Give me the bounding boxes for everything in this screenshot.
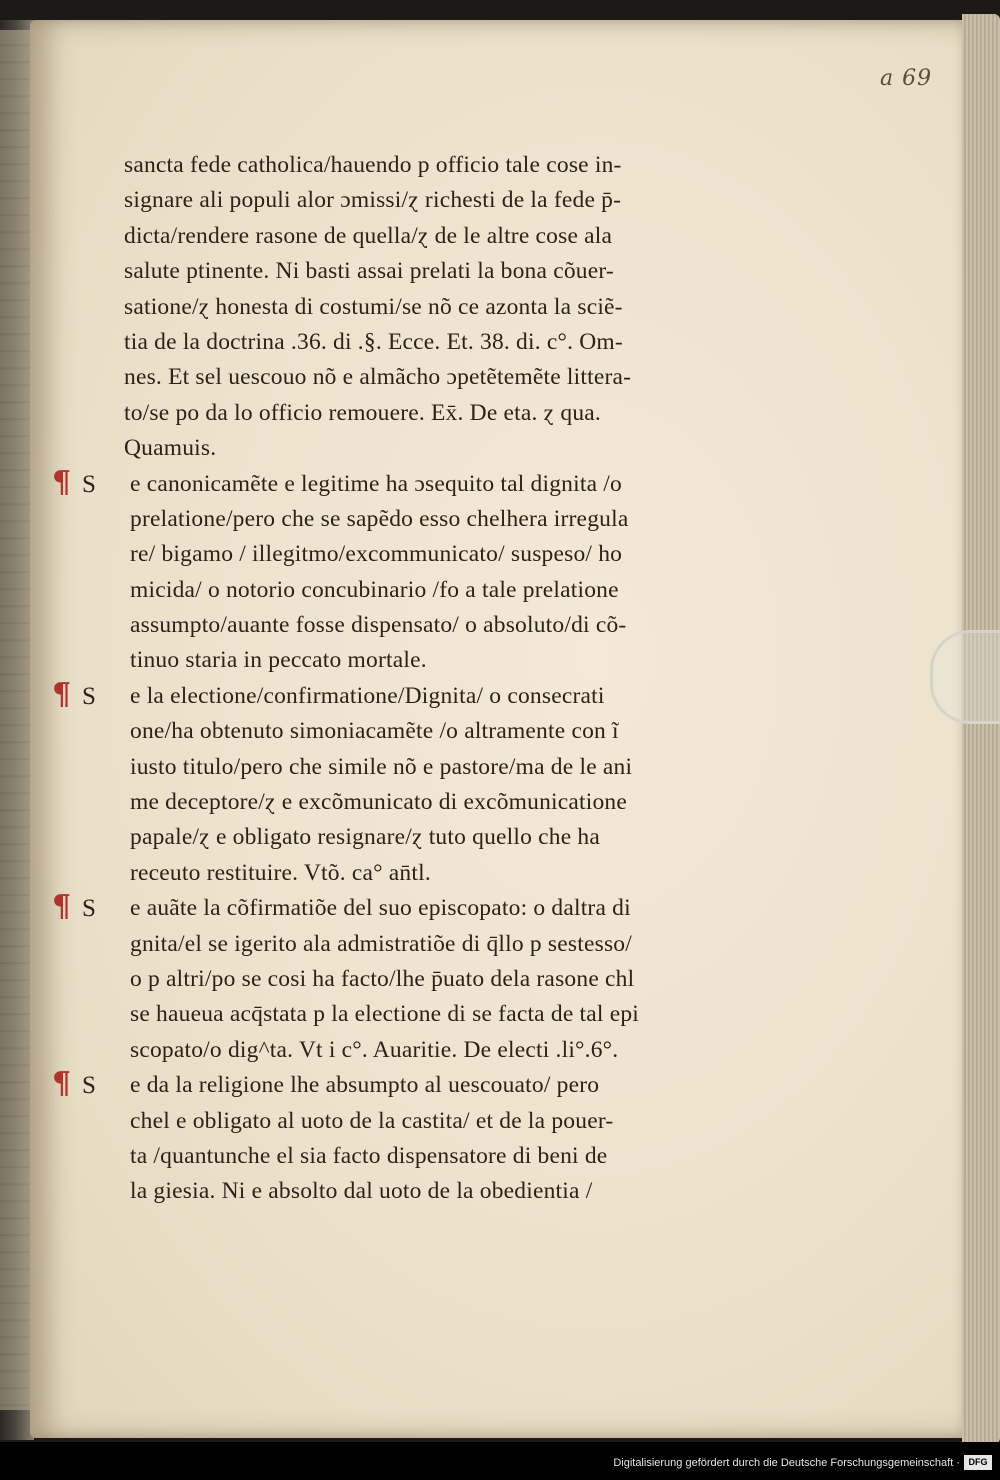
text-line — [112, 254, 712, 289]
rubric-pilcrow-icon: ¶ — [52, 889, 72, 925]
line-text: tinuo staria in peccato mortale. — [130, 647, 427, 674]
rubric-pilcrow-icon: ¶ — [52, 1066, 72, 1102]
line-text: me deceptore/ɀ e excõmunicato di excõmunicatione — [130, 789, 628, 816]
line-text: assumpto/auante fosse dispensato/ o absoluto/di cõ- — [130, 612, 627, 639]
line-text: dicta/rendere rasone de quella/ɀ de le altre cose ala — [124, 222, 613, 249]
paragraph — [52, 889, 712, 1068]
page-fore-edge — [962, 14, 1000, 1444]
text-line — [112, 431, 712, 466]
text-line — [112, 183, 712, 218]
line-text: se haueua acq̄stata p la electione di se facta de tal epi — [130, 1001, 640, 1028]
text-line — [112, 997, 712, 1032]
line-text: salute ptinente. Ni basti assai prelati la bona cõuer- — [124, 258, 614, 285]
text-line — [112, 1033, 712, 1068]
line-text: gnita/el se igerito ala admistratiõe di q̄llo p sestesso/ — [130, 930, 632, 957]
text-line — [112, 396, 712, 431]
line-text: e la electione/confirmatione/Dignita/ o consecrati — [130, 682, 605, 709]
text-line — [112, 643, 712, 678]
page-clip-icon — [930, 630, 1000, 724]
text-line — [52, 676, 712, 714]
line-text: ta /quantunche el sia facto dispensatore di beni de — [130, 1142, 608, 1169]
text-line — [112, 750, 712, 785]
line-text: iusto titulo/pero che simile nõ e pastore/ma de le ani — [130, 753, 633, 780]
line-text: one/ha obtenuto simoniacamẽte /o altramente con ĩ — [130, 718, 619, 745]
line-text: micida/ o notorio concubinario /fo a tale prelatione — [130, 576, 619, 603]
line-text: e auãte la cõfirmatiõe del suo episcopato: o daltra di — [130, 895, 631, 922]
text-line — [112, 1104, 712, 1139]
line-text: receuto restituire. Vtõ. ca° an̄tl. — [130, 859, 431, 886]
text-line — [112, 1174, 712, 1209]
text-line — [112, 962, 712, 997]
dfg-logo: DFG — [964, 1455, 992, 1470]
line-text: la giesia. Ni e absolto dal uoto de la obedientia / — [130, 1178, 593, 1205]
line-text: o p altri/po se cosi ha facto/lhe p̄uato dela rasone chl — [130, 965, 635, 992]
paragraph — [52, 464, 712, 679]
funding-credit: Digitalisierung gefördert durch die Deutsche Forschungsgemeinschaft · — [613, 1457, 960, 1469]
text-line — [112, 785, 712, 820]
paragraph — [112, 148, 712, 467]
rubric-pilcrow-icon: ¶ — [52, 676, 72, 712]
line-text: Quamuis. — [124, 435, 217, 462]
text-line — [112, 537, 712, 572]
line-text: re/ bigamo / illegitmo/excommunicato/ suspeso/ ho — [130, 541, 623, 568]
text-line — [112, 856, 712, 891]
text-line — [112, 325, 712, 360]
line-text: e canonicamẽte e legitime ha ɔsequito tal dignita /o — [130, 470, 622, 497]
text-line — [112, 502, 712, 537]
text-line — [112, 360, 712, 395]
text-line — [52, 464, 712, 502]
line-text: scopato/o dig^ta. Vt i c°. Auaritie. De electi .li°.6°. — [130, 1036, 619, 1063]
guide-initial: S — [82, 1072, 97, 1100]
left-page-edge — [0, 30, 30, 1410]
paragraph — [52, 1066, 712, 1210]
text-line — [112, 148, 712, 183]
line-text: prelatione/pero che se sapẽdo esso chelhera irregula — [130, 505, 629, 532]
paragraph — [52, 676, 712, 891]
text-line — [112, 608, 712, 643]
guide-initial: S — [82, 470, 97, 498]
line-text: signare ali populi alor ɔmissi/ɀ richesti de la fede p̄- — [124, 187, 622, 214]
line-text: e da la religione lhe absumpto al uescouato/ pero — [130, 1072, 600, 1099]
text-line — [52, 889, 712, 926]
rubric-pilcrow-icon: ¶ — [52, 464, 72, 500]
line-text: nes. Et sel uescouo nõ e almãcho ɔpetẽtemẽte littera- — [124, 364, 632, 391]
line-text: papale/ɀ e obligato resignare/ɀ tuto quello che ha — [130, 824, 601, 851]
text-line — [112, 1139, 712, 1174]
text-block — [52, 148, 712, 1210]
text-line — [112, 714, 712, 749]
line-text: to/se po da lo officio remouere. Ex̄. De eta. ɀ qua. — [124, 399, 601, 426]
guide-initial: S — [82, 895, 97, 923]
line-text: satione/ɀ honesta di costumi/se nõ ce azonta la sciẽ- — [124, 293, 623, 320]
folio-number: a 69 — [880, 66, 933, 91]
text-line — [112, 290, 712, 325]
text-line — [112, 927, 712, 962]
text-line — [112, 219, 712, 254]
line-text: tia de la doctrina .36. di .§. Ecce. Et. 38. di. c°. Om- — [124, 328, 623, 355]
line-text: chel e obligato al uoto de la castita/ et de la pouer- — [130, 1107, 614, 1134]
text-line — [112, 820, 712, 855]
text-line — [52, 1066, 712, 1103]
text-line — [112, 573, 712, 608]
line-text: sancta fede catholica/hauendo p officio tale cose in- — [124, 152, 622, 178]
guide-initial: S — [82, 682, 97, 710]
